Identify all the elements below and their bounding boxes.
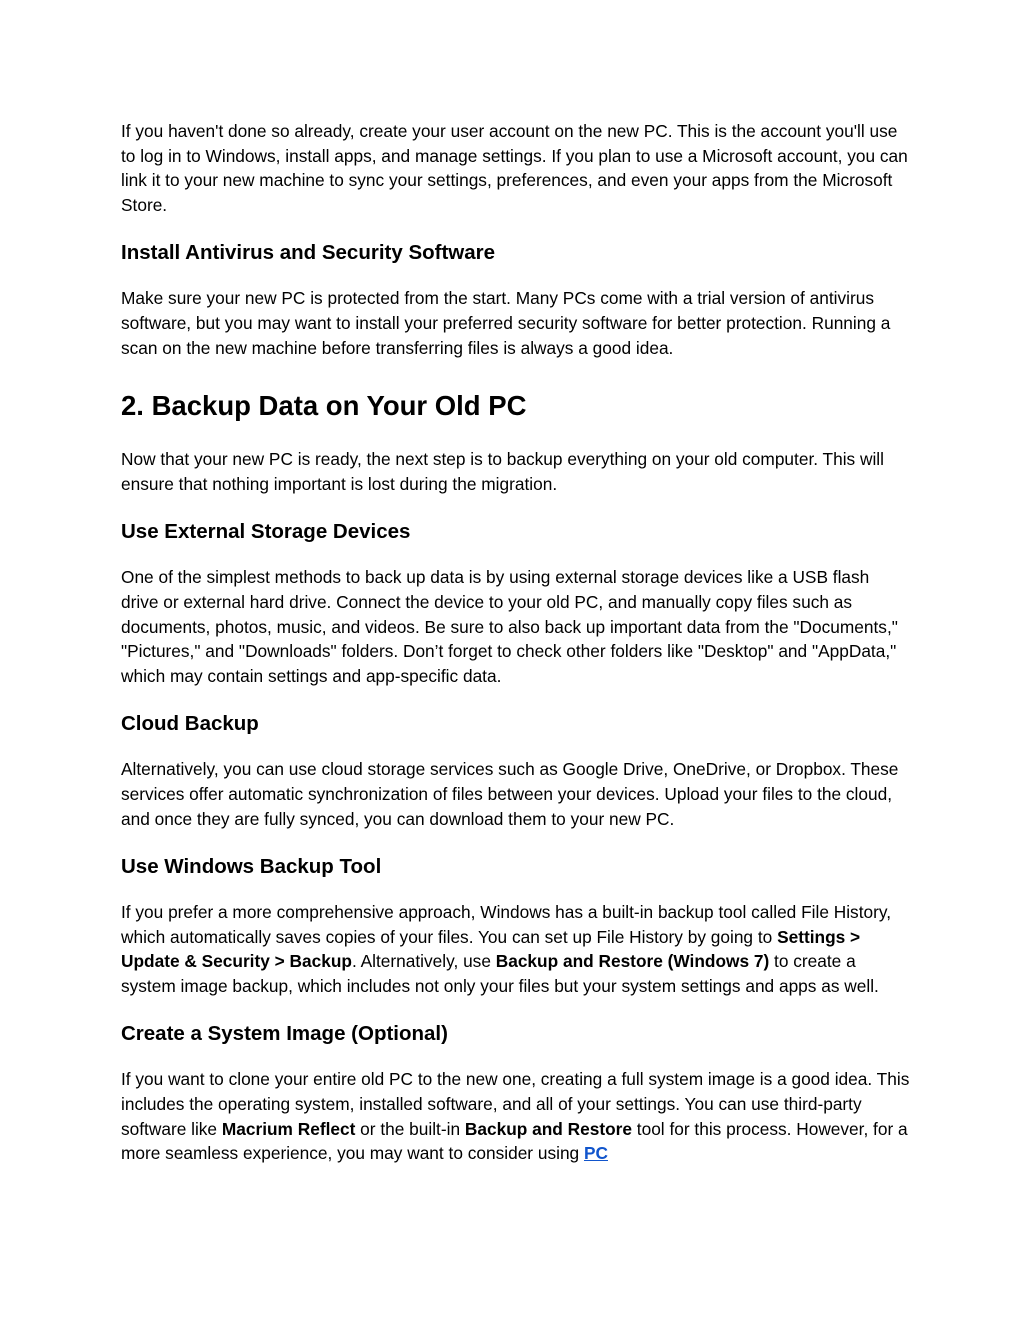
cloud-backup-paragraph: Alternatively, you can use cloud storage services such as Google Drive, OneDrive, or Dropbox. These services offer automatic synchronization of files between your devices. Upload your files to the cloud, and once they are fully synced, you can download them to your new PC. [121,759,899,829]
antivirus-heading: Install Antivirus and Security Software [121,241,496,265]
antivirus-paragraph: Make sure your new PC is protected from the start. Many PCs come with a trial version of antivirus software, but you may want to install your preferred security software for better protection. Running a scan on the new machine before transferring files is always a good idea. [121,288,891,358]
backup-and-restore-bold: Backup and Restore [464,1118,632,1139]
windows-backup-tool-paragraph [121,900,911,998]
sysimage-text-1: If you want to clone your entire old PC to the new one, creating a full system image is a good idea. This includes the operating system, installed software, and all of your settings. You can use third-party software like [121,1069,910,1139]
wintool-text-2: . Alternatively, use [351,951,496,972]
document-page [121,119,911,1166]
backup-intro-paragraph: Now that your new PC is ready, the next step is to backup everything on your old computer. This will ensure that nothing important is lost during the migration. [121,449,884,494]
macrium-reflect-bold: Macrium Reflect [221,1118,356,1139]
pc-link[interactable]: PC [583,1143,608,1164]
external-storage-heading: Use External Storage Devices [121,520,411,544]
cloud-backup-heading: Cloud Backup [121,712,259,736]
sysimage-text-2: or the built-in [355,1118,465,1139]
wintool-text-1: If you prefer a more comprehensive approach, Windows has a built-in backup tool called File History, which automatically saves copies of your files. You can set up File History by going to [121,902,892,947]
settings-path-bold: Settings > Update & Security > Backup [121,926,861,972]
system-image-heading: Create a System Image (Optional) [121,1022,448,1046]
backup-section-heading: 2. Backup Data on Your Old PC [121,390,527,422]
external-storage-paragraph: One of the simplest methods to back up data is by using external storage devices like a USB flash drive or external hard drive. Connect the device to your old PC, and manually copy files such as documents, photos, music, and videos. Be sure to also back up important data from the "Documents," "Pictures," and "Downloads" folders. Don’t forget to check other folders like "Desktop" and "AppData," which may contain settings and app-specific data. [121,567,898,686]
account-paragraph: If you haven't done so already, create your user account on the new PC. This is the account you'll use to log in to Windows, install apps, and manage settings. If you plan to use a Microsoft account, you can link it to your new machine to sync your settings, preferences, and even your apps from the Microsoft Store. [121,121,908,215]
windows-backup-tool-heading: Use Windows Backup Tool [121,855,382,879]
wintool-text-3: to create a system image backup, which includes not only your files but your system settings and apps as well. [121,951,879,996]
sysimage-text-3: tool for this process. However, for a more seamless experience, you may want to consider using [121,1118,908,1164]
backup-restore-win7-bold: Backup and Restore (Windows 7) [495,951,770,972]
system-image-paragraph [121,1067,911,1165]
